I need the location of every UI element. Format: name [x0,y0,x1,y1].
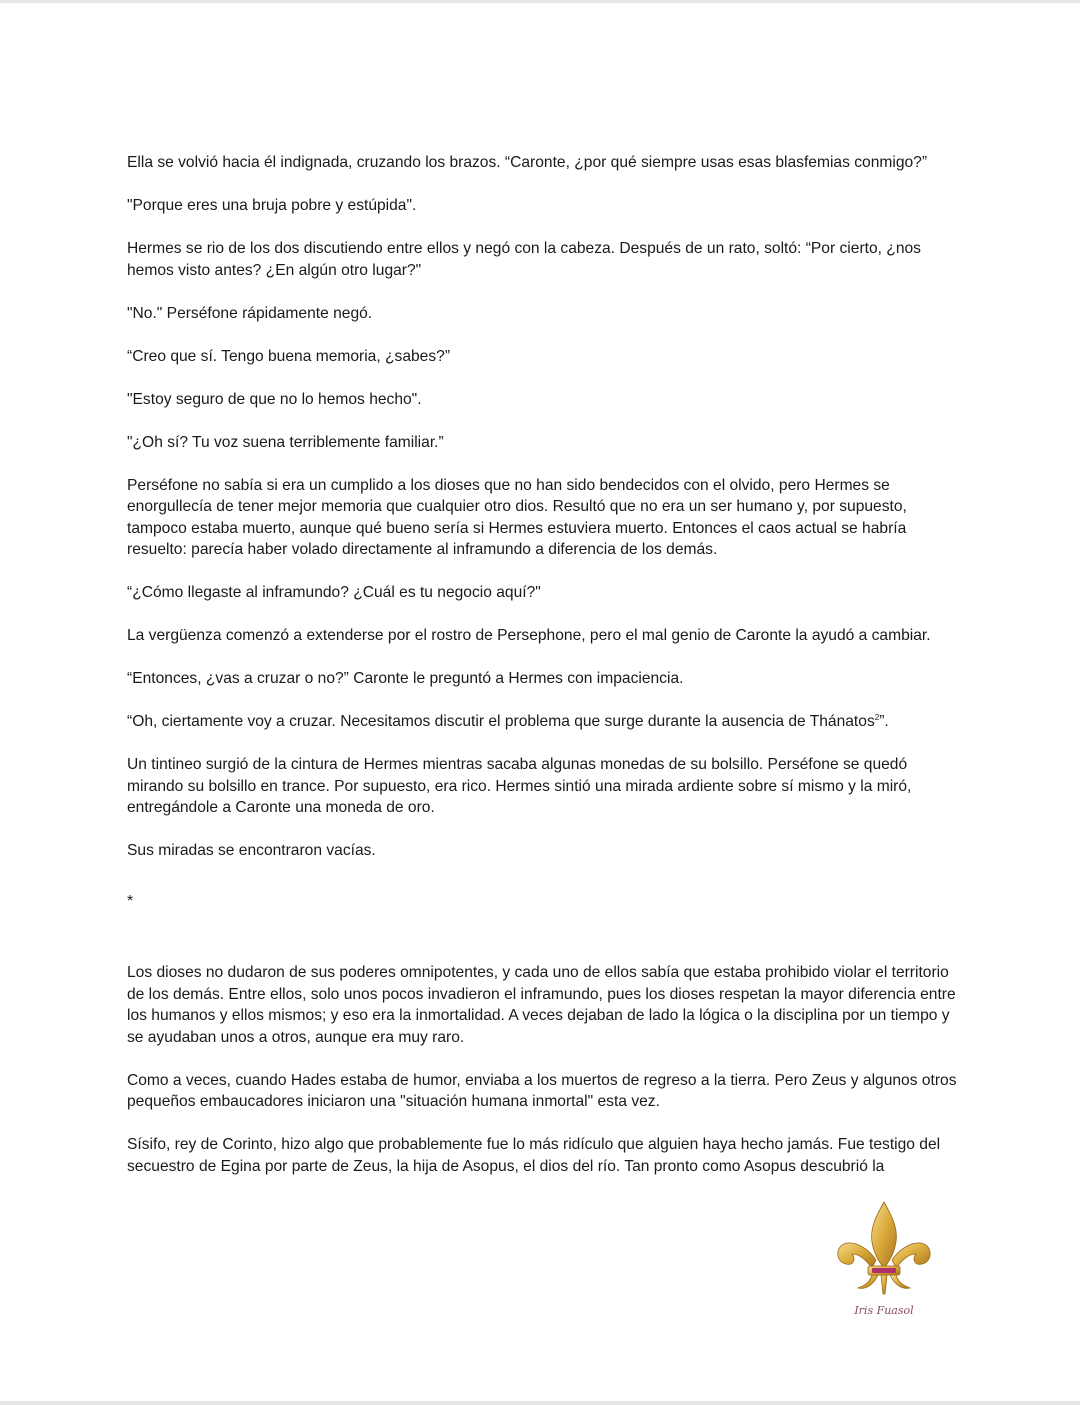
paragraph: Sus miradas se encontraron vacías. [127,842,376,859]
paragraph: Sísifo, rey de Corinto, hizo algo que probablemente fue lo más ridículo que alguien haya hecho jamás. Fue testigo del secuestro de Egina por parte de Zeus, la hija de Asopus, el dios del río. Tan pronto como Asopus descubrió la [127,1136,941,1175]
paragraph: “Creo que sí. Tengo buena memoria, ¿sabes?” [127,347,451,365]
document-body [127,152,957,1199]
paragraph: “¿Cómo llegaste al inframundo? ¿Cuál es tu negocio aquí?" [127,584,541,601]
paragraph: Un tintineo surgió de la cintura de Hermes mientras sacaba algunas monedas de su bolsillo. Perséfone se quedó mirando su bolsillo en trance. Por supuesto, era rico. Hermes sintió una mirada ardiente sobre sí mismo y la miró, entregándole a Caronte una moneda de oro. [127,756,912,816]
paragraph: Ella se volvió hacia él indignada, cruzando los brazos. “Caronte, ¿por qué siempre usas esas blasfemias conmigo?” [127,154,928,171]
paragraph: La vergüenza comenzó a extenderse por el rostro de Persephone, pero el mal genio de Caronte la ayudó a cambiar. [127,627,931,644]
footnote-marker[interactable]: 2 [874,712,880,722]
paragraph: "No." Perséfone rápidamente negó. [127,304,373,322]
paragraph: "Porque eres una bruja pobre y estúpida". [127,197,417,214]
watermark-signature: Iris Fuasol [854,1304,914,1317]
paragraph-text: “Oh, ciertamente voy a cruzar. Necesitamos discutir el problema que surge durante la ausencia de Thánatos [127,713,875,730]
paragraph-text: ”. [879,713,889,730]
paragraph-with-footnote [127,711,957,733]
paragraph: Como a veces, cuando Hades estaba de humor, enviaba a los muertos de regreso a la tierra. Pero Zeus y algunos otros pequeños embaucadores iniciaron una "situación humana inmortal" esta vez. [127,1071,957,1110]
bottom-edge [0,1401,1080,1405]
paragraph: “Entonces, ¿vas a cruzar o no?” Caronte le preguntó a Hermes con impaciencia. [127,670,684,687]
paragraph: "¿Oh sí? Tu voz suena terriblemente familiar.” [127,433,444,451]
section-separator: * [127,892,134,910]
paragraph: Los dioses no dudaron de sus poderes omnipotentes, y cada uno de ellos sabía que estaba prohibido violar el territorio de los demás. Entre ellos, solo unos pocos invadieron el inframundo, pues los dioses respetan la mayor diferencia entre los humanos y ellos mismos; y eso era la inmortalidad. A veces dejaban de lado la lógica o la disciplina por un tiempo y se ayudaban unos a otros, aunque era muy raro. [127,964,956,1046]
top-edge [0,0,1080,3]
watermark-logo [832,1198,936,1328]
paragraph: "Estoy seguro de que no lo hemos hecho". [127,390,422,408]
fleur-de-lis-icon [832,1198,936,1302]
paragraph: Hermes se rio de los dos discutiendo entre ellos y negó con la cabeza. Después de un rato, soltó: “Por cierto, ¿nos hemos visto antes? ¿En algún otro lugar?" [127,240,921,279]
paragraph: Perséfone no sabía si era un cumplido a los dioses que no han sido bendecidos con el olvido, pero Hermes se enorgullecía de tener mejor memoria que cualquier otro dios. Resultó que no era un ser humano y, por supuesto, tampoco estaba muerto, aunque qué bueno sería si Hermes estuviera muerto. Entonces el caos actual se habría resuelto: parecía haber volado directamente al inframundo a diferencia de los demás. [127,476,907,558]
